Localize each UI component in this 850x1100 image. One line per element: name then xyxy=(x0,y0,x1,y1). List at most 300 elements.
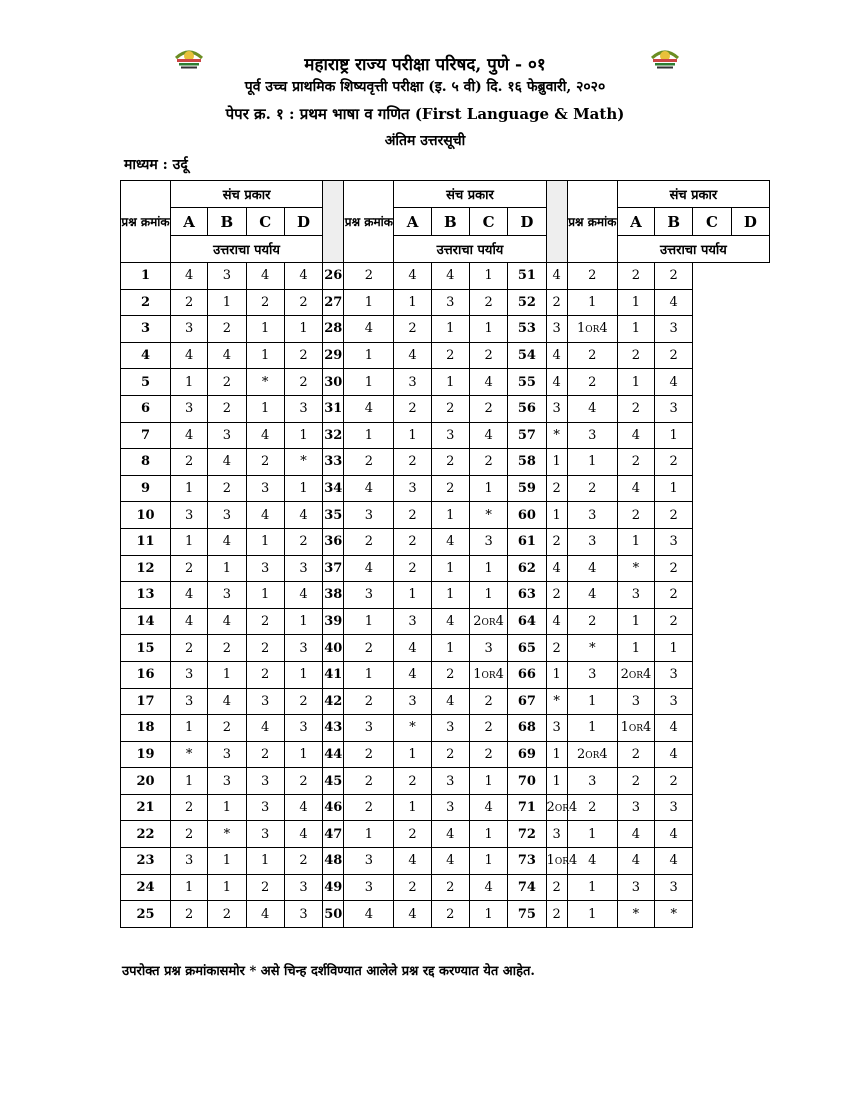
answer-cell-set-a: 2 xyxy=(171,901,208,928)
answer-cell-set-c: 2 xyxy=(431,395,469,422)
answer-cell-set-d: 3 xyxy=(284,395,322,422)
answer-cell-set-a: 4 xyxy=(344,901,394,928)
answer-cell-set-a: 2 xyxy=(171,289,208,316)
question-number: 43 xyxy=(323,715,344,742)
answer-cell-set-d: 1 xyxy=(284,608,322,635)
header-row-sets xyxy=(121,208,770,236)
answer-cell-set-d: 1 xyxy=(469,582,507,609)
answer-cell-set-c: 1 xyxy=(431,502,469,529)
answer-cell-set-d: 1OR4 xyxy=(469,661,507,688)
question-number: 70 xyxy=(508,768,546,795)
council-title: महाराष्ट्र राज्य परीक्षा परिषद, पुणे - ०१ xyxy=(304,55,546,75)
answer-cell-set-b: 2 xyxy=(208,316,246,343)
answer-cell-set-b: 3 xyxy=(567,661,617,688)
answer-cell-set-b: 1 xyxy=(394,582,431,609)
answer-cell-set-d: 2 xyxy=(655,608,693,635)
answer-cell-set-d: 1 xyxy=(469,901,507,928)
question-number: 4 xyxy=(121,342,171,369)
question-number: 32 xyxy=(323,422,344,449)
answer-cell-set-d: 1 xyxy=(469,316,507,343)
table-row xyxy=(121,661,770,688)
question-number: 60 xyxy=(508,502,546,529)
answer-cell-set-b: 2 xyxy=(567,794,617,821)
question-number: 65 xyxy=(508,635,546,662)
answer-cell-set-c: 1 xyxy=(617,316,654,343)
answer-cell-set-c: 1 xyxy=(617,608,654,635)
answer-key-body xyxy=(121,263,770,928)
answer-cell-set-a: 2 xyxy=(344,528,394,555)
table-row xyxy=(121,582,770,609)
answer-cell-set-b: 3 xyxy=(567,502,617,529)
answer-cell-set-b: 4 xyxy=(394,901,431,928)
answer-cell-set-a: 1 xyxy=(171,369,208,396)
question-number: 28 xyxy=(323,316,344,343)
header-row-set-type xyxy=(121,181,770,208)
column-gap xyxy=(546,181,567,263)
question-number: 25 xyxy=(121,901,171,928)
set-a-header: A xyxy=(394,208,431,236)
answer-cell-set-a: 2 xyxy=(171,555,208,582)
question-number: 31 xyxy=(323,395,344,422)
answer-cell-set-a: 3 xyxy=(171,502,208,529)
answer-cell-set-b: 4 xyxy=(394,342,431,369)
answer-cell-set-c: 2 xyxy=(617,741,654,768)
answer-cell-set-b: 4 xyxy=(208,342,246,369)
question-number: 10 xyxy=(121,502,171,529)
answer-cell-set-d: 3 xyxy=(469,528,507,555)
table-row xyxy=(121,342,770,369)
answer-cell-set-c: 4 xyxy=(246,901,284,928)
question-number: 15 xyxy=(121,635,171,662)
answer-cell-set-d: 3 xyxy=(655,661,693,688)
question-number: 51 xyxy=(508,263,546,290)
table-row xyxy=(121,422,770,449)
answer-cell-set-b: 2 xyxy=(208,901,246,928)
answer-cell-set-a: 1 xyxy=(171,874,208,901)
answer-cell-set-d: 4 xyxy=(469,422,507,449)
answer-cell-set-c: 3 xyxy=(617,688,654,715)
question-number: 34 xyxy=(323,475,344,502)
question-number: 68 xyxy=(508,715,546,742)
answer-cell-set-d: 1 xyxy=(469,768,507,795)
answer-cell-set-c: 4 xyxy=(617,821,654,848)
answer-cell-set-b: 1 xyxy=(567,688,617,715)
question-number: 75 xyxy=(508,901,546,928)
answer-cell-set-a: 2 xyxy=(171,821,208,848)
answer-cell-set-a: 3 xyxy=(344,502,394,529)
answer-cell-set-d: 4 xyxy=(655,289,693,316)
answer-cell-set-b: 2 xyxy=(394,874,431,901)
answer-cell-set-c: 3 xyxy=(246,821,284,848)
question-number: 9 xyxy=(121,475,171,502)
answer-cell-set-a: 1 xyxy=(344,661,394,688)
answer-cell-set-b: 1 xyxy=(394,422,431,449)
answer-cell-set-d: 3 xyxy=(655,688,693,715)
answer-cell-set-a: 1 xyxy=(171,715,208,742)
answer-cell-set-b: 2 xyxy=(208,715,246,742)
answer-cell-set-d: 2 xyxy=(655,555,693,582)
question-number: 3 xyxy=(121,316,171,343)
answer-cell-set-c: 4 xyxy=(246,715,284,742)
answer-cell-set-d: 3 xyxy=(284,715,322,742)
table-row xyxy=(121,635,770,662)
answer-cell-set-d: 1 xyxy=(655,422,693,449)
answer-cell-set-b: 3 xyxy=(394,608,431,635)
answer-cell-set-d: 3 xyxy=(284,901,322,928)
answer-cell-set-c: 3 xyxy=(431,794,469,821)
question-number: 67 xyxy=(508,688,546,715)
question-number: 52 xyxy=(508,289,546,316)
answer-cell-set-d: 2 xyxy=(284,528,322,555)
answer-cell-set-d: 3 xyxy=(655,395,693,422)
answer-cell-set-a: 2 xyxy=(171,449,208,476)
answer-cell-set-b: 2 xyxy=(394,449,431,476)
answer-cell-set-d: 1 xyxy=(284,422,322,449)
question-number: 74 xyxy=(508,874,546,901)
answer-cell-set-b: 4 xyxy=(208,608,246,635)
answer-cell-set-b: 2 xyxy=(394,768,431,795)
question-number: 37 xyxy=(323,555,344,582)
answer-cell-set-d: 1 xyxy=(469,475,507,502)
answer-cell-set-d: 1 xyxy=(469,555,507,582)
set-b-header: B xyxy=(431,208,469,236)
set-c-header: C xyxy=(693,208,731,236)
answer-cell-set-c: 1 xyxy=(617,635,654,662)
question-number: 46 xyxy=(323,794,344,821)
answer-cell-set-a: 4 xyxy=(344,395,394,422)
answer-cell-set-b: 2 xyxy=(394,528,431,555)
table-row xyxy=(121,395,770,422)
answer-cell-set-a: 2 xyxy=(344,263,394,290)
paper-title: पेपर क्र. १ : प्रथम भाषा व गणित (First Language & Math) xyxy=(225,105,625,123)
answer-key-table xyxy=(120,180,770,928)
answer-cell-set-b: 2 xyxy=(208,635,246,662)
answer-cell-set-a: 3 xyxy=(546,715,567,742)
set-b-header: B xyxy=(208,208,246,236)
question-number: 24 xyxy=(121,874,171,901)
answer-cell-set-d: 2 xyxy=(284,369,322,396)
answer-cell-set-c: 2 xyxy=(617,502,654,529)
answer-option-header: उत्तराचा पर्याय xyxy=(394,236,546,263)
answer-cell-set-a: 4 xyxy=(171,608,208,635)
answer-cell-set-a: 3 xyxy=(546,395,567,422)
table-row xyxy=(121,316,770,343)
answer-cell-set-c: 2 xyxy=(617,342,654,369)
answer-cell-set-c: 1 xyxy=(246,395,284,422)
answer-cell-set-d: 1 xyxy=(284,475,322,502)
question-no-header: प्रश्न क्रमांक xyxy=(121,181,171,263)
answer-cell-set-a: 1 xyxy=(344,821,394,848)
answer-cell-set-c: 2 xyxy=(431,901,469,928)
answer-cell-set-d: 1 xyxy=(655,635,693,662)
question-number: 57 xyxy=(508,422,546,449)
answer-cell-set-a: 4 xyxy=(344,316,394,343)
answer-cell-set-d: 2 xyxy=(655,768,693,795)
medium-label: माध्यम : उर्दू xyxy=(124,157,188,173)
question-number: 44 xyxy=(323,741,344,768)
question-number: 23 xyxy=(121,848,171,875)
answer-cell-set-d: 4 xyxy=(284,794,322,821)
answer-cell-set-a: 1OR4 xyxy=(546,848,567,875)
answer-cell-set-d: 2 xyxy=(469,289,507,316)
set-a-header: A xyxy=(617,208,654,236)
question-number: 18 xyxy=(121,715,171,742)
answer-cell-set-a: 1 xyxy=(344,422,394,449)
answer-cell-set-d: 1 xyxy=(469,263,507,290)
answer-cell-set-d: 3 xyxy=(655,874,693,901)
answer-cell-set-a: 1 xyxy=(171,528,208,555)
answer-cell-set-c: 2 xyxy=(431,342,469,369)
question-number: 58 xyxy=(508,449,546,476)
question-number: 73 xyxy=(508,848,546,875)
answer-cell-set-d: 1 xyxy=(469,848,507,875)
answer-cell-set-d: 4 xyxy=(284,502,322,529)
answer-cell-set-c: 3 xyxy=(431,768,469,795)
question-number: 47 xyxy=(323,821,344,848)
answer-cell-set-c: 3 xyxy=(246,794,284,821)
answer-cell-set-b: 2 xyxy=(208,475,246,502)
answer-cell-set-d: 4 xyxy=(469,794,507,821)
answer-cell-set-a: 3 xyxy=(344,874,394,901)
answer-cell-set-c: 1 xyxy=(246,528,284,555)
answer-cell-set-b: 1 xyxy=(208,289,246,316)
answer-cell-set-d: 2 xyxy=(469,715,507,742)
answer-cell-set-c: 1OR4 xyxy=(617,715,654,742)
table-row xyxy=(121,794,770,821)
answer-cell-set-d: 4 xyxy=(284,821,322,848)
exam-subtitle: पूर्व उच्च प्राथमिक शिष्यवृत्ती परीक्षा (इ. ५ वी) दि. १६ फेब्रुवारी, २०२० xyxy=(244,79,606,95)
answer-cell-set-a: 2 xyxy=(546,874,567,901)
answer-cell-set-a: 2 xyxy=(546,528,567,555)
table-row xyxy=(121,848,770,875)
answer-cell-set-b: 2 xyxy=(567,342,617,369)
answer-cell-set-b: 3 xyxy=(208,502,246,529)
answer-cell-set-b: 2OR4 xyxy=(567,741,617,768)
answer-cell-set-c: 3 xyxy=(617,874,654,901)
answer-cell-set-a: 3 xyxy=(344,715,394,742)
answer-cell-set-d: 2 xyxy=(655,449,693,476)
question-number: 71 xyxy=(508,794,546,821)
question-number: 21 xyxy=(121,794,171,821)
answer-cell-set-b: * xyxy=(567,635,617,662)
answer-cell-set-b: 2 xyxy=(394,502,431,529)
question-number: 61 xyxy=(508,528,546,555)
answer-cell-set-d: 3 xyxy=(284,874,322,901)
answer-cell-set-d: 4 xyxy=(469,369,507,396)
set-b-header: B xyxy=(655,208,693,236)
question-number: 27 xyxy=(323,289,344,316)
answer-cell-set-a: 1 xyxy=(546,502,567,529)
answer-cell-set-b: 3 xyxy=(394,369,431,396)
answer-cell-set-d: 2 xyxy=(284,688,322,715)
question-number: 64 xyxy=(508,608,546,635)
table-row xyxy=(121,369,770,396)
answer-cell-set-b: 4 xyxy=(567,582,617,609)
answer-cell-set-b: 2 xyxy=(394,821,431,848)
answer-cell-set-b: 2 xyxy=(567,608,617,635)
answer-cell-set-a: 2 xyxy=(546,901,567,928)
answer-cell-set-a: 4 xyxy=(171,422,208,449)
answer-cell-set-c: 1 xyxy=(246,316,284,343)
set-c-header: C xyxy=(246,208,284,236)
answer-cell-set-c: 2 xyxy=(246,289,284,316)
answer-cell-set-d: * xyxy=(469,502,507,529)
question-number: 42 xyxy=(323,688,344,715)
answer-cell-set-b: 1 xyxy=(567,901,617,928)
answer-cell-set-a: 1 xyxy=(344,608,394,635)
question-number: 12 xyxy=(121,555,171,582)
question-number: 55 xyxy=(508,369,546,396)
question-number: 33 xyxy=(323,449,344,476)
answer-cell-set-b: 3 xyxy=(208,263,246,290)
question-number: 48 xyxy=(323,848,344,875)
question-number: 72 xyxy=(508,821,546,848)
answer-cell-set-c: * xyxy=(617,901,654,928)
table-row xyxy=(121,449,770,476)
answer-cell-set-a: 1 xyxy=(171,475,208,502)
answer-cell-set-c: 1 xyxy=(617,289,654,316)
set-c-header: C xyxy=(469,208,507,236)
table-row xyxy=(121,715,770,742)
answer-cell-set-d: 2 xyxy=(284,768,322,795)
question-number: 16 xyxy=(121,661,171,688)
answer-cell-set-c: 2 xyxy=(246,635,284,662)
question-number: 22 xyxy=(121,821,171,848)
answer-cell-set-c: 2 xyxy=(431,661,469,688)
answer-cell-set-c: 3 xyxy=(246,688,284,715)
answer-cell-set-d: 4 xyxy=(469,874,507,901)
question-number: 63 xyxy=(508,582,546,609)
answer-cell-set-a: 3 xyxy=(171,395,208,422)
answer-cell-set-c: 4 xyxy=(431,688,469,715)
answer-cell-set-d: 2 xyxy=(469,449,507,476)
answer-cell-set-c: 2 xyxy=(246,874,284,901)
answer-cell-set-c: * xyxy=(246,369,284,396)
answer-cell-set-c: 2OR4 xyxy=(617,661,654,688)
answer-cell-set-d: 2 xyxy=(655,342,693,369)
answer-cell-set-a: 1 xyxy=(546,661,567,688)
answer-cell-set-b: * xyxy=(394,715,431,742)
answer-cell-set-c: 3 xyxy=(431,715,469,742)
answer-cell-set-c: * xyxy=(617,555,654,582)
answer-cell-set-d: 4 xyxy=(284,582,322,609)
column-gap xyxy=(323,181,344,263)
document-type: अंतिम उत्तरसूची xyxy=(384,133,466,149)
answer-cell-set-c: 2 xyxy=(617,768,654,795)
answer-cell-set-c: 1 xyxy=(617,369,654,396)
answer-cell-set-d: 1 xyxy=(284,741,322,768)
answer-cell-set-c: 2 xyxy=(246,608,284,635)
question-number: 66 xyxy=(508,661,546,688)
answer-cell-set-c: 3 xyxy=(431,289,469,316)
answer-cell-set-d: 2 xyxy=(469,741,507,768)
answer-cell-set-c: 1 xyxy=(617,528,654,555)
answer-cell-set-c: 2 xyxy=(246,741,284,768)
answer-cell-set-a: 1 xyxy=(344,289,394,316)
answer-cell-set-a: 2 xyxy=(344,449,394,476)
table-row xyxy=(121,688,770,715)
answer-cell-set-b: 2 xyxy=(567,369,617,396)
answer-cell-set-b: 1 xyxy=(208,555,246,582)
answer-cell-set-b: * xyxy=(208,821,246,848)
answer-cell-set-a: * xyxy=(546,422,567,449)
answer-cell-set-d: 3 xyxy=(284,555,322,582)
answer-cell-set-b: 3 xyxy=(208,741,246,768)
answer-cell-set-c: 3 xyxy=(617,582,654,609)
answer-cell-set-b: 3 xyxy=(394,688,431,715)
answer-cell-set-d: 2 xyxy=(655,502,693,529)
answer-cell-set-b: 2 xyxy=(567,263,617,290)
answer-cell-set-b: 4 xyxy=(567,555,617,582)
answer-cell-set-a: 1 xyxy=(344,369,394,396)
answer-cell-set-d: 3 xyxy=(655,528,693,555)
answer-cell-set-c: 3 xyxy=(246,475,284,502)
answer-cell-set-b: 1 xyxy=(567,715,617,742)
answer-cell-set-a: 3 xyxy=(344,848,394,875)
answer-cell-set-b: 1 xyxy=(208,661,246,688)
set-d-header: D xyxy=(508,208,546,236)
question-number: 45 xyxy=(323,768,344,795)
answer-cell-set-a: 3 xyxy=(171,316,208,343)
answer-cell-set-b: 4 xyxy=(208,528,246,555)
answer-cell-set-a: 2 xyxy=(344,741,394,768)
answer-cell-set-a: 3 xyxy=(171,661,208,688)
question-number: 56 xyxy=(508,395,546,422)
table-row xyxy=(121,555,770,582)
set-type-header: संच प्रकार xyxy=(617,181,769,208)
answer-cell-set-d: 2 xyxy=(469,342,507,369)
answer-cell-set-b: 2 xyxy=(208,369,246,396)
answer-cell-set-b: 2 xyxy=(394,316,431,343)
answer-cell-set-d: 1 xyxy=(655,475,693,502)
answer-cell-set-a: 4 xyxy=(344,555,394,582)
answer-cell-set-b: 2 xyxy=(394,395,431,422)
answer-cell-set-b: 2 xyxy=(567,475,617,502)
answer-cell-set-d: 2 xyxy=(469,688,507,715)
answer-cell-set-b: 3 xyxy=(567,422,617,449)
set-d-header: D xyxy=(284,208,322,236)
answer-cell-set-c: 2 xyxy=(246,449,284,476)
table-row xyxy=(121,528,770,555)
answer-cell-set-c: 1 xyxy=(431,582,469,609)
table-row xyxy=(121,768,770,795)
answer-cell-set-a: 3 xyxy=(546,316,567,343)
answer-cell-set-c: 3 xyxy=(246,768,284,795)
answer-cell-set-d: 2 xyxy=(655,582,693,609)
answer-cell-set-a: 2 xyxy=(546,475,567,502)
answer-cell-set-a: * xyxy=(546,688,567,715)
question-number: 1 xyxy=(121,263,171,290)
question-number: 19 xyxy=(121,741,171,768)
table-row xyxy=(121,874,770,901)
answer-cell-set-d: 2 xyxy=(469,395,507,422)
answer-cell-set-a: 2 xyxy=(171,794,208,821)
table-row xyxy=(121,821,770,848)
answer-cell-set-a: 2 xyxy=(171,635,208,662)
question-number: 17 xyxy=(121,688,171,715)
question-number: 41 xyxy=(323,661,344,688)
answer-cell-set-c: 4 xyxy=(431,821,469,848)
answer-cell-set-a: 2 xyxy=(344,794,394,821)
answer-cell-set-a: 4 xyxy=(546,608,567,635)
question-number: 6 xyxy=(121,395,171,422)
answer-cell-set-c: 4 xyxy=(431,608,469,635)
answer-cell-set-c: 4 xyxy=(617,422,654,449)
answer-cell-set-a: 1 xyxy=(344,342,394,369)
answer-cell-set-a: 2OR4 xyxy=(546,794,567,821)
answer-cell-set-b: 4 xyxy=(394,263,431,290)
answer-cell-set-b: 1 xyxy=(567,449,617,476)
